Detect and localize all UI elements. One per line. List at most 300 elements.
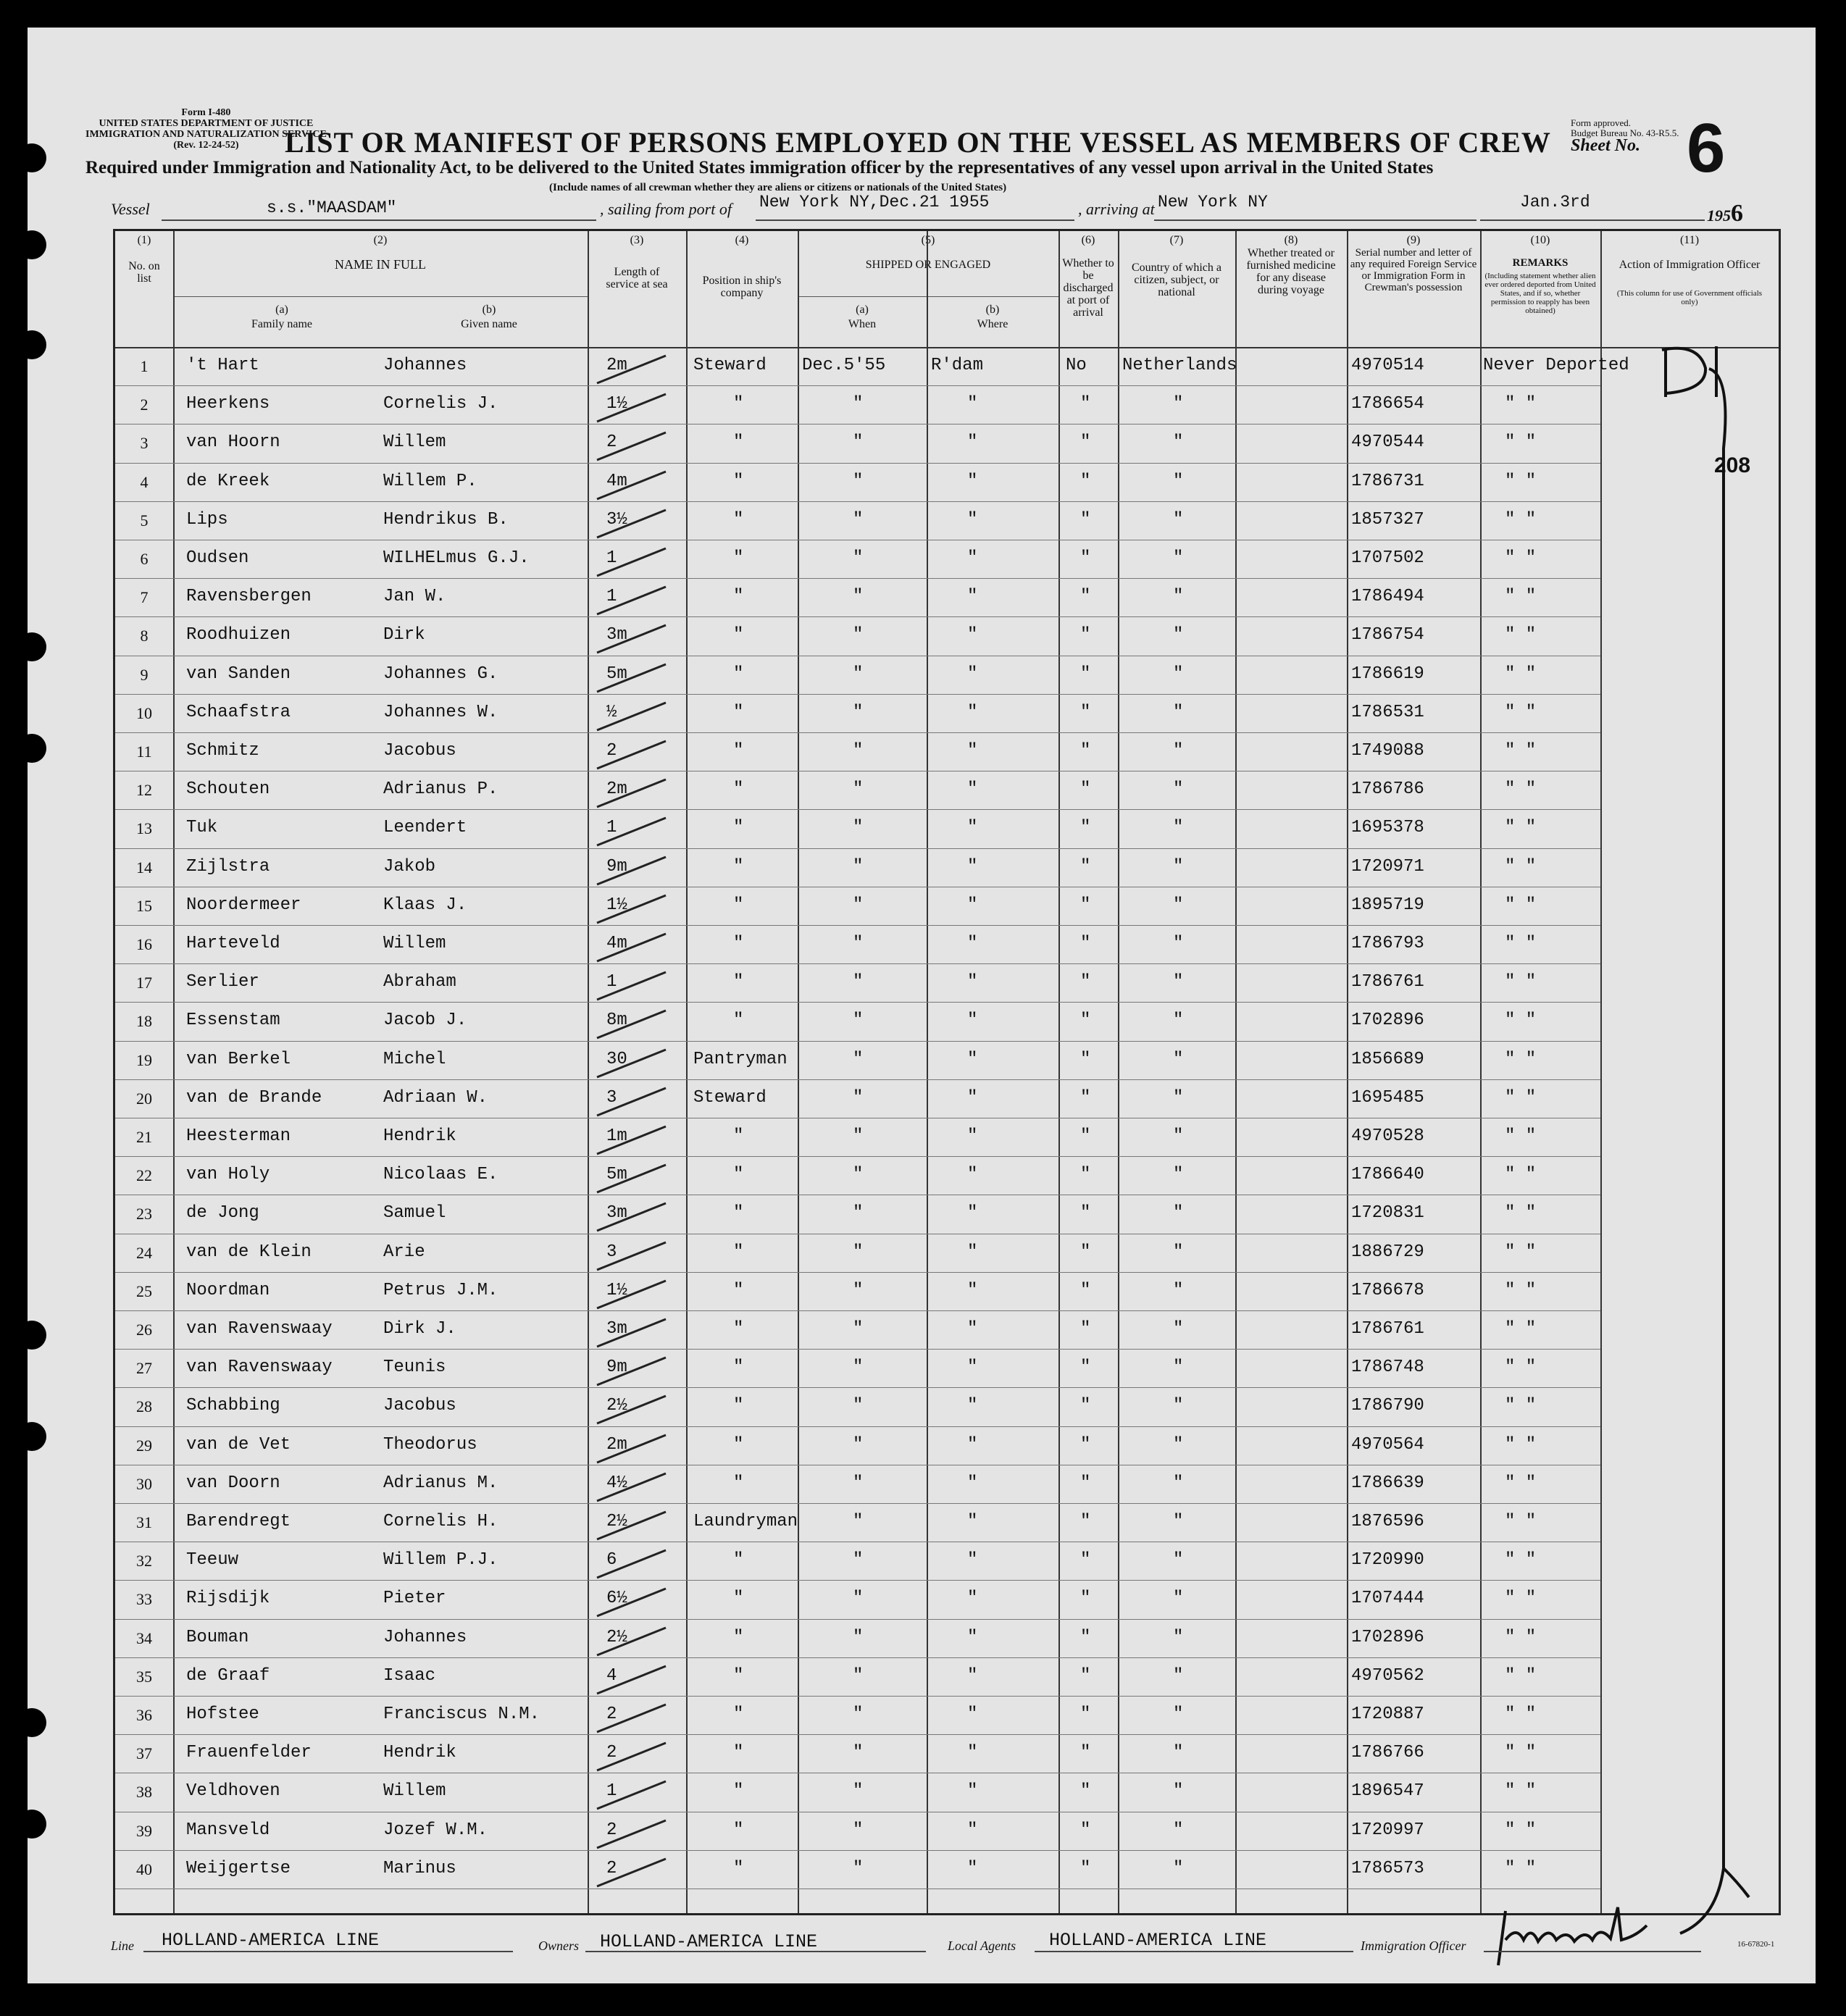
cell-given: Nicolaas E. (383, 1165, 498, 1185)
cell-family: van Doorn (186, 1473, 280, 1493)
cell-remarks: " " (1505, 1473, 1537, 1493)
col-5-number: (5) (921, 234, 935, 246)
cell-family: Serlier (186, 972, 259, 992)
cell-when: " (853, 1820, 864, 1840)
cell-where: " (967, 394, 978, 414)
cell-remarks: " " (1505, 1434, 1537, 1455)
table-row (115, 1542, 1600, 1580)
cell-country: " (1173, 1550, 1184, 1570)
punch-hole (17, 1422, 46, 1451)
cell-discharged: " (1080, 1396, 1091, 1416)
cell-discharged: " (1080, 1858, 1091, 1878)
cell-service: 3m (606, 625, 627, 645)
cell-country: " (1173, 1126, 1184, 1146)
cell-given: Jan W. (383, 587, 446, 607)
cell-family: Teeuw (186, 1550, 239, 1570)
cell-where: " (967, 702, 978, 722)
cell-country: " (1173, 895, 1184, 915)
row-number: 20 (136, 1089, 152, 1108)
cell-discharged: " (1080, 1126, 1091, 1146)
col-4-label: Position in ship's company (702, 275, 782, 299)
cell-where: " (967, 432, 978, 453)
cell-where: " (967, 548, 978, 568)
cell-family: Heesterman (186, 1126, 291, 1146)
col-7-number: (7) (1169, 234, 1184, 246)
cell-given: Jacobus (383, 741, 456, 761)
cell-given: Willem P.J. (383, 1550, 498, 1570)
cell-discharged: " (1080, 1434, 1091, 1455)
punch-hole (17, 330, 46, 359)
cell-service: 2m (606, 1434, 627, 1455)
col-1-number: (1) (137, 234, 151, 246)
cell-when: " (853, 1627, 864, 1647)
col-2b-label: Given name (461, 318, 517, 330)
cell-country: " (1173, 1820, 1184, 1840)
row-number: 36 (136, 1706, 152, 1724)
cell-remarks: " " (1505, 548, 1537, 568)
row-number: 2 (140, 396, 149, 414)
row-number: 7 (140, 588, 149, 607)
cell-serial: 4970564 (1351, 1434, 1424, 1455)
cell-service: 3m (606, 1319, 627, 1339)
cell-discharged: " (1080, 1627, 1091, 1647)
cell-country: " (1173, 625, 1184, 645)
cell-discharged: " (1080, 934, 1091, 953)
cell-discharged: " (1080, 818, 1091, 838)
cell-when: " (853, 1512, 864, 1531)
cell-country: " (1173, 1049, 1184, 1069)
cell-remarks: " " (1505, 1743, 1537, 1763)
row-number: 11 (136, 743, 152, 761)
cell-remarks: " " (1505, 1512, 1537, 1531)
table-row (115, 1580, 1600, 1618)
cell-family: Noordman (186, 1280, 270, 1300)
cell-country: " (1173, 818, 1184, 838)
agents-value: HOLLAND-AMERICA LINE (1049, 1930, 1267, 1951)
cell-discharged: " (1080, 1049, 1091, 1069)
cell-discharged: " (1080, 702, 1091, 722)
cell-service: 2m (606, 356, 627, 375)
table-row (115, 385, 1600, 424)
cell-given: Adrianus P. (383, 779, 498, 800)
cell-country: " (1173, 587, 1184, 607)
cell-service: 2 (606, 1858, 617, 1878)
cell-serial: 1786790 (1351, 1396, 1424, 1416)
cell-remarks: " " (1505, 1396, 1537, 1416)
form-line: (Rev. 12-24-52) (173, 140, 239, 151)
cell-serial: 4970544 (1351, 432, 1424, 453)
cell-service: 2 (606, 1705, 617, 1724)
cell-when: Dec.5'55 (802, 356, 886, 375)
cell-position: " (733, 1242, 744, 1262)
cell-family: Mansveld (186, 1820, 270, 1840)
cell-discharged: " (1080, 895, 1091, 915)
table-row (115, 1118, 1600, 1156)
cell-discharged: " (1080, 1820, 1091, 1840)
cell-discharged: " (1080, 856, 1091, 877)
cell-when: " (853, 1396, 864, 1416)
cell-country: " (1173, 1705, 1184, 1724)
table-row (115, 1041, 1600, 1079)
cell-when: " (853, 1280, 864, 1300)
col-5-label: SHIPPED OR ENGAGED (865, 259, 991, 271)
row-number: 9 (140, 665, 149, 684)
cell-given: Petrus J.M. (383, 1280, 498, 1300)
cell-where: " (967, 1589, 978, 1609)
cell-when: " (853, 1550, 864, 1570)
cell-service: 4½ (606, 1473, 627, 1493)
cell-serial: 1786748 (1351, 1358, 1424, 1378)
cell-country: " (1173, 1434, 1184, 1455)
row-number: 22 (136, 1166, 152, 1185)
tick-mark-icon (593, 1852, 673, 1895)
cell-remarks: " " (1505, 1550, 1537, 1570)
agents-label: Local Agents (948, 1938, 1016, 1953)
cell-when: " (853, 471, 864, 491)
cell-discharged: " (1080, 1705, 1091, 1724)
cell-given: Dirk J. (383, 1319, 456, 1339)
cell-remarks: " " (1505, 432, 1537, 453)
cell-family: van de Vet (186, 1434, 291, 1455)
cell-family: Veldhoven (186, 1781, 280, 1802)
cell-given: Pieter (383, 1589, 446, 1609)
table-row (115, 1696, 1600, 1734)
col-1-label: No. on list (128, 260, 160, 285)
sailing-label: , sailing from port of (600, 200, 732, 218)
cell-family: Rijsdijk (186, 1589, 270, 1609)
col-11-number: (11) (1679, 234, 1700, 246)
cell-given: Marinus (383, 1858, 456, 1878)
form-line: IMMIGRATION AND NATURALIZATION SERVICE (85, 129, 327, 140)
cell-when: " (853, 856, 864, 877)
sheet-label: Sheet No. (1571, 136, 1640, 155)
cell-serial: 1695485 (1351, 1087, 1424, 1108)
cell-where: " (967, 1049, 978, 1069)
cell-service: 1½ (606, 1280, 627, 1300)
cell-where: " (967, 1705, 978, 1724)
cell-family: van Ravenswaay (186, 1319, 333, 1339)
cell-when: " (853, 1242, 864, 1262)
cell-position: " (733, 741, 744, 761)
cell-country: " (1173, 664, 1184, 684)
cell-remarks: " " (1505, 856, 1537, 877)
cell-where: " (967, 1473, 978, 1493)
cell-position: " (733, 1473, 744, 1493)
cell-discharged: No (1066, 356, 1087, 375)
cell-family: de Kreek (186, 471, 270, 491)
cell-family: Ravensbergen (186, 587, 312, 607)
officer-label: Immigration Officer (1361, 1938, 1466, 1953)
table-row (115, 1619, 1600, 1657)
cell-when: " (853, 1011, 864, 1031)
cell-serial: 1720971 (1351, 856, 1424, 877)
cell-when: " (853, 394, 864, 414)
sheet-number: 6 (1687, 109, 1726, 187)
cell-discharged: " (1080, 1242, 1091, 1262)
cell-where: " (967, 1165, 978, 1185)
cell-remarks: " " (1505, 509, 1537, 530)
cell-position: Steward (693, 356, 767, 375)
cell-position: " (733, 1820, 744, 1840)
cell-country: " (1173, 1781, 1184, 1802)
cell-position: " (733, 856, 744, 877)
cell-given: Abraham (383, 972, 456, 992)
owners-label: Owners (538, 1938, 580, 1953)
cell-family: Lips (186, 509, 228, 530)
cell-country: " (1173, 432, 1184, 453)
cell-service: 1 (606, 972, 617, 992)
cell-when: " (853, 587, 864, 607)
cell-service: 6 (606, 1550, 617, 1570)
pen-stroke-icon (1666, 361, 1753, 1941)
cell-discharged: " (1080, 625, 1091, 645)
cell-given: Willem (383, 1781, 446, 1802)
row-number: 25 (136, 1281, 152, 1300)
col-6-label: Whether to be discharged at port of arrival (1062, 257, 1114, 319)
cell-where: " (967, 934, 978, 953)
table-row (115, 963, 1600, 1002)
cell-position: " (733, 1011, 744, 1031)
cell-serial: 1786766 (1351, 1743, 1424, 1763)
cell-position: " (733, 1589, 744, 1609)
cell-given: Willem (383, 432, 446, 453)
table-row (115, 347, 1629, 385)
cell-discharged: " (1080, 1665, 1091, 1686)
cell-where: " (967, 1434, 978, 1455)
cell-position: " (733, 779, 744, 800)
cell-remarks: " " (1505, 1011, 1537, 1031)
cell-discharged: " (1080, 432, 1091, 453)
cell-position: " (733, 1781, 744, 1802)
cell-country: " (1173, 471, 1184, 491)
row-number: 1 (140, 357, 149, 375)
cell-where: " (967, 1087, 978, 1108)
cell-where: " (967, 625, 978, 645)
table-row (115, 1272, 1600, 1310)
row-number: 39 (136, 1821, 152, 1840)
cell-family: Bouman (186, 1627, 249, 1647)
cell-serial: 1786678 (1351, 1280, 1424, 1300)
cell-family: Tuk (186, 818, 218, 838)
line-label: Line (111, 1938, 135, 1953)
cell-when: " (853, 741, 864, 761)
col-10-number: (10) (1530, 234, 1550, 246)
cell-remarks: " " (1505, 779, 1537, 800)
cell-given: Willem P. (383, 471, 477, 491)
row-number: 10 (136, 703, 152, 722)
row-number: 18 (136, 1012, 152, 1031)
margin-number: 208 (1714, 453, 1751, 477)
cell-remarks: " " (1505, 1319, 1537, 1339)
row-number: 5 (140, 511, 149, 530)
cell-remarks: " " (1505, 1280, 1537, 1300)
cell-country: " (1173, 1858, 1184, 1878)
col-5b-label: Where (977, 318, 1008, 330)
table-row (115, 732, 1600, 771)
cell-family: Essenstam (186, 1011, 280, 1031)
cell-where: " (967, 895, 978, 915)
row-number: 35 (136, 1667, 152, 1686)
cell-serial: 1786754 (1351, 625, 1424, 645)
col-5a-label: When (848, 318, 877, 330)
cell-service: 2½ (606, 1627, 627, 1647)
cell-position: " (733, 895, 744, 915)
cell-position: " (733, 1396, 744, 1416)
row-number: 27 (136, 1359, 152, 1378)
cell-position: " (733, 1858, 744, 1878)
table-row (115, 616, 1600, 655)
cell-discharged: " (1080, 587, 1091, 607)
cell-where: " (967, 1512, 978, 1531)
row-number: 40 (136, 1860, 152, 1878)
cell-discharged: " (1080, 1473, 1091, 1493)
cell-when: " (853, 702, 864, 722)
cell-service: 2 (606, 1820, 617, 1840)
cell-serial: 4970528 (1351, 1126, 1424, 1146)
cell-remarks: " " (1505, 972, 1537, 992)
cell-remarks: " " (1505, 587, 1537, 607)
cell-given: Leendert (383, 818, 467, 838)
cell-family: van Hoorn (186, 432, 280, 453)
cell-serial: 1786531 (1351, 702, 1424, 722)
cell-when: " (853, 1087, 864, 1108)
cell-family: Roodhuizen (186, 625, 291, 645)
cell-where: " (967, 471, 978, 491)
cell-country: " (1173, 1011, 1184, 1031)
col-9-number: (9) (1406, 234, 1421, 246)
form-code: 16-67820-1 (1737, 1940, 1775, 1949)
cell-given: Cornelis J. (383, 394, 498, 414)
cell-country: " (1173, 1165, 1184, 1185)
row-number: 24 (136, 1243, 152, 1262)
cell-serial: 1786639 (1351, 1473, 1424, 1493)
line-value: HOLLAND-AMERICA LINE (162, 1930, 380, 1951)
cell-service: 3 (606, 1242, 617, 1262)
cell-where: " (967, 1743, 978, 1763)
approval-line: Budget Bureau No. 43-R5.5. (1571, 127, 1679, 138)
cell-when: " (853, 1165, 864, 1185)
table-row (115, 694, 1600, 732)
cell-service: 1 (606, 818, 617, 838)
cell-given: Jacobus (383, 1396, 456, 1416)
cell-position: " (733, 471, 744, 491)
col-4-number: (4) (735, 234, 749, 246)
punch-hole (17, 1810, 46, 1839)
cell-service: 5m (606, 1165, 627, 1185)
cell-serial: 1786619 (1351, 664, 1424, 684)
table-row (115, 1156, 1600, 1195)
cell-where: " (967, 856, 978, 877)
table-row (115, 1812, 1600, 1850)
cell-serial: 1886729 (1351, 1242, 1424, 1262)
form-line: Form I-480 (181, 107, 231, 118)
col-11-note: (This column for use of Government officials only) (1616, 289, 1763, 306)
cell-when: " (853, 895, 864, 915)
col-6-number: (6) (1081, 234, 1095, 246)
cell-remarks: " " (1505, 1781, 1537, 1802)
cell-remarks: " " (1505, 741, 1537, 761)
col-5a-number: (a) (856, 304, 869, 316)
table-row (115, 501, 1600, 540)
cell-given: Isaac (383, 1665, 436, 1686)
cell-remarks: " " (1505, 1858, 1537, 1878)
cell-country: Netherlands (1122, 356, 1237, 375)
row-number: 12 (136, 781, 152, 800)
punch-hole (17, 230, 46, 259)
cell-country: " (1173, 741, 1184, 761)
cell-when: " (853, 1589, 864, 1609)
cell-position: " (733, 818, 744, 838)
cell-when: " (853, 664, 864, 684)
cell-family: Oudsen (186, 548, 249, 568)
cell-given: Klaas J. (383, 895, 467, 915)
arriving-at: New York NY (1158, 193, 1268, 212)
cell-service: 3 (606, 1087, 617, 1108)
cell-position: " (733, 1743, 744, 1763)
row-number: 15 (136, 896, 152, 915)
cell-when: " (853, 972, 864, 992)
cell-service: 9m (606, 1358, 627, 1378)
cell-where: " (967, 1242, 978, 1262)
cell-remarks: " " (1505, 1705, 1537, 1724)
cell-serial: 1786786 (1351, 779, 1424, 800)
cell-service: 9m (606, 856, 627, 877)
table-row (115, 1079, 1600, 1118)
page-title: LIST OR MANIFEST OF PERSONS EMPLOYED ON THE VESSEL AS MEMBERS OF CREW (285, 126, 1551, 159)
cell-serial: 1707502 (1351, 548, 1424, 568)
cell-family: Frauenfelder (186, 1743, 312, 1763)
cell-given: Cornelis H. (383, 1512, 498, 1531)
cell-country: " (1173, 702, 1184, 722)
cell-position: Pantryman (693, 1049, 788, 1069)
cell-family: 't Hart (186, 356, 259, 375)
cell-where: " (967, 779, 978, 800)
table-row (115, 809, 1600, 848)
page-subtitle: Required under Immigration and Nationality Act, to be delivered to the United States immigration officer by the representatives of any vessel upon arrival in the United States (85, 158, 1434, 177)
cell-when: " (853, 1203, 864, 1224)
col-9-label: Serial number and letter of any required Foreign Service or Immigration Form in Crewman's possession (1350, 247, 1477, 293)
cell-serial: 1702896 (1351, 1011, 1424, 1031)
vessel-name: s.s."MAASDAM" (267, 198, 397, 217)
cell-discharged: " (1080, 548, 1091, 568)
cell-where: " (967, 664, 978, 684)
cell-service: 30 (606, 1049, 627, 1069)
col-8-number: (8) (1284, 234, 1298, 246)
cell-position: " (733, 1203, 744, 1224)
row-number: 13 (136, 819, 152, 838)
cell-service: 2 (606, 1743, 617, 1763)
cell-service: 3m (606, 1203, 627, 1224)
cell-where: " (967, 1011, 978, 1031)
cell-serial: 1695378 (1351, 818, 1424, 838)
cell-serial: 1857327 (1351, 509, 1424, 530)
cell-serial: 1749088 (1351, 741, 1424, 761)
table-row (115, 1657, 1600, 1696)
cell-service: 4m (606, 934, 627, 953)
cell-serial: 1786640 (1351, 1165, 1424, 1185)
table-row (115, 1426, 1600, 1465)
cell-when: " (853, 934, 864, 953)
cell-family: Heerkens (186, 394, 270, 414)
table-row (115, 424, 1600, 462)
cell-family: van de Brande (186, 1087, 322, 1108)
punch-hole (17, 143, 46, 172)
row-number: 21 (136, 1128, 152, 1146)
cell-when: " (853, 818, 864, 838)
cell-country: " (1173, 1627, 1184, 1647)
cell-when: " (853, 1319, 864, 1339)
row-number: 8 (140, 627, 149, 645)
